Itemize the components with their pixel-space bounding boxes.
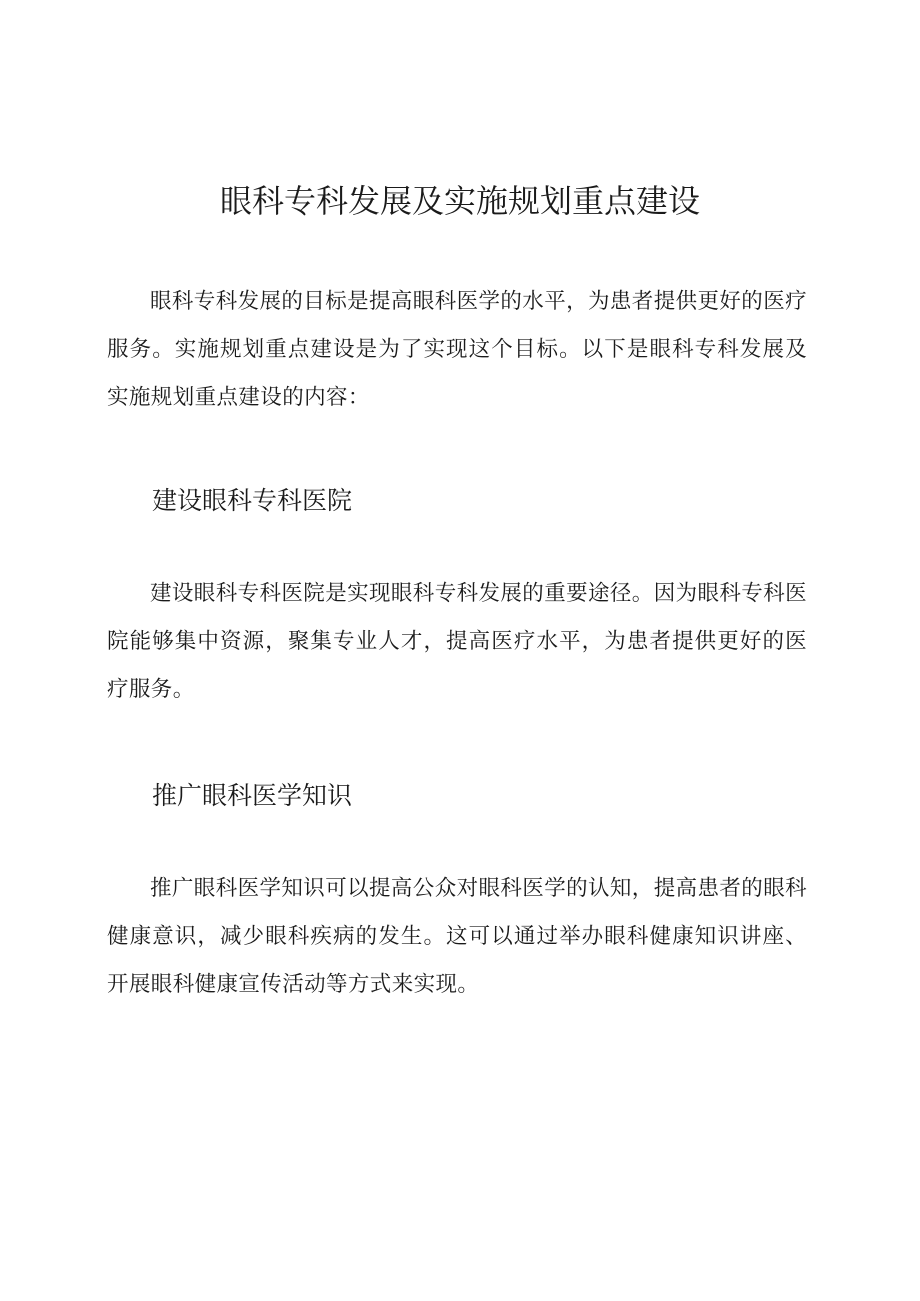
intro-paragraph: 眼科专科发展的目标是提高眼科医学的水平，为患者提供更好的医疗服务。实施规划重点建设是为了实现这个目标。以下是眼科专科发展及实施规划重点建设的内容： — [107, 289, 808, 410]
section-heading-hospital: 建设眼科专科医院 — [152, 486, 353, 515]
section-body-knowledge: 推广眼科医学知识可以提高公众对眼科医学的认知，提高患者的眼科健康意识，减少眼科疾病的发生。这可以通过举办眼科健康知识讲座、开展眼科健康宣传活动等方式来实现。 — [107, 876, 808, 997]
section-heading-knowledge: 推广眼科医学知识 — [152, 781, 353, 810]
section-body-hospital: 建设眼科专科医院是实现眼科专科发展的重要途径。因为眼科专科医院能够集中资源，聚集专业人才，提高医疗水平，为患者提供更好的医疗服务。 — [107, 581, 808, 702]
document-title: 眼科专科发展及实施规划重点建设 — [219, 182, 700, 220]
